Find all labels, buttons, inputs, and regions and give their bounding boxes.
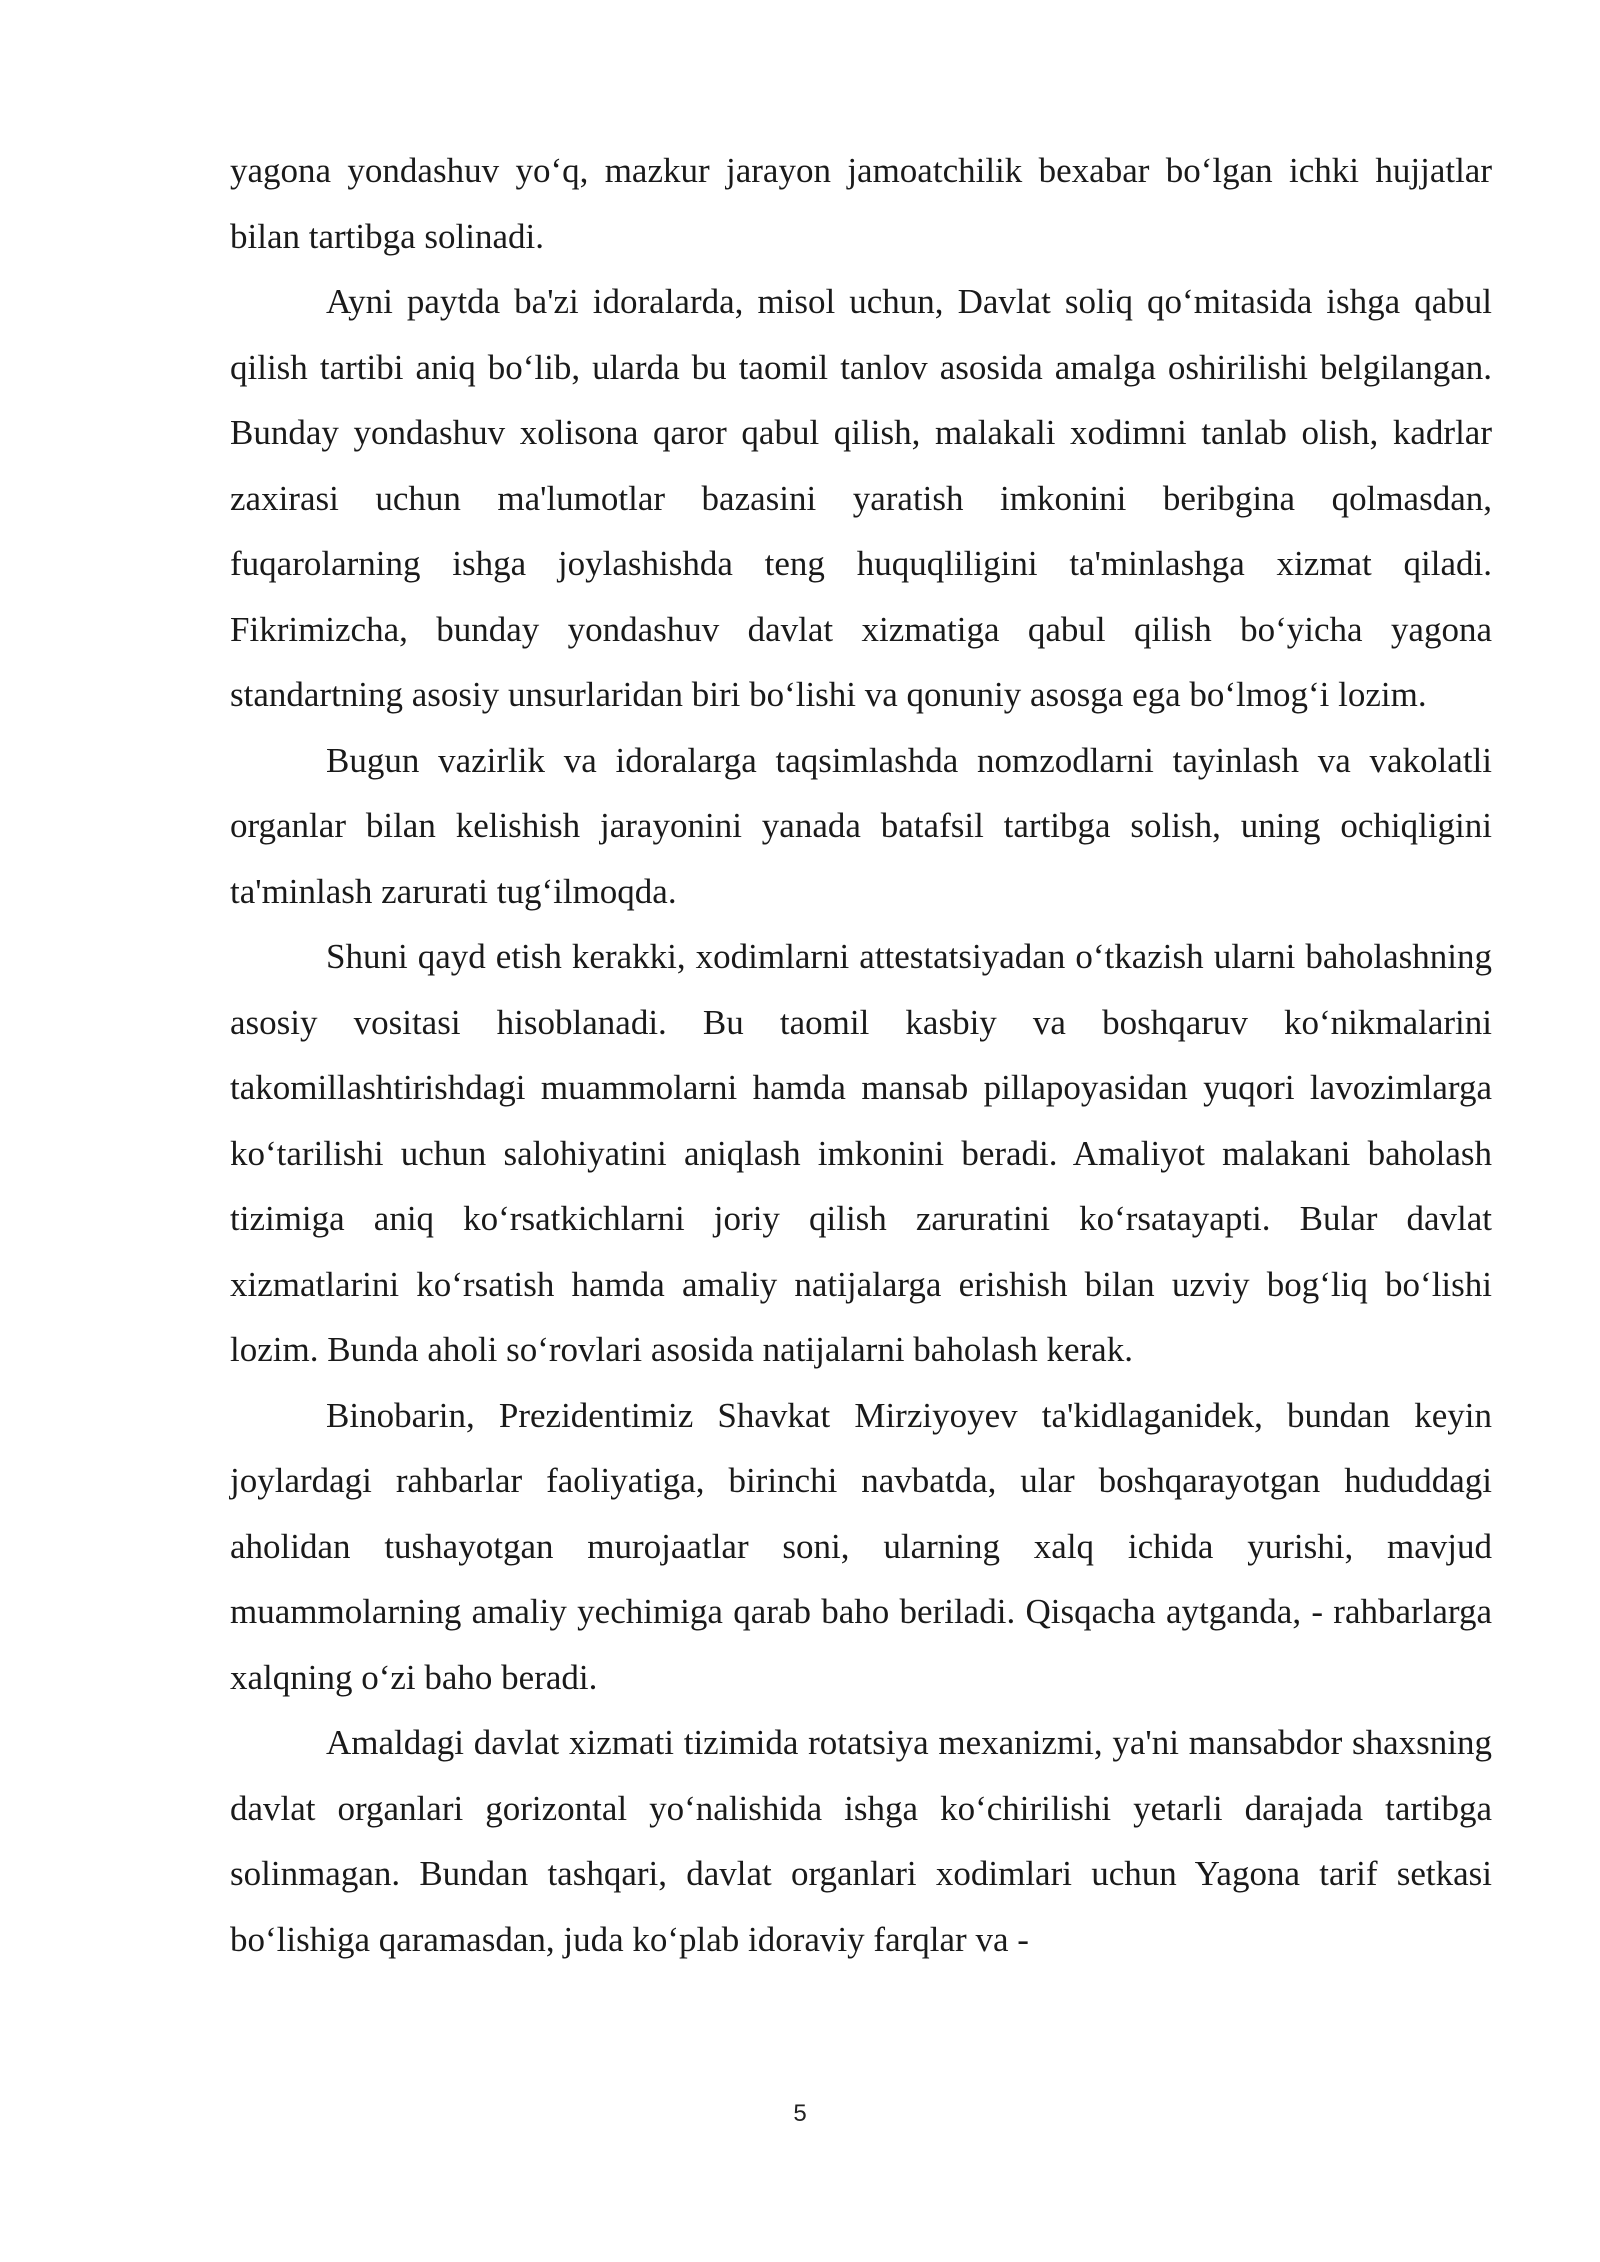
paragraph: Amaldagi davlat xizmati tizimida rotatsiya mexanizmi, ya'ni mansabdor shaxsning davlat organlari gorizontal yo‘nalishida ishga ko‘chirilishi yetarli darajada tartibga solinmagan. Bundan tashqari, davlat organlari xodimlari uchun Yagona tarif setkasi bo‘lishiga qaramasdan, juda ko‘plab idoraviy farqlar va - [230,1723,1492,1959]
paragraph-continued: yagona yondashuv yo‘q, mazkur jarayon jamoatchilik bexabar bo‘lgan ichki hujjatlar bilan tartibga solinadi. [230,151,1492,256]
paragraph: Bugun vazirlik va idoralarga taqsimlashda nomzodlarni tayinlash va vakolatli organlar bilan kelishish jarayonini yanada batafsil tartibga solish, uning ochiqligini ta'minlash zarurati tug‘ilmoqda. [230,740,1492,911]
page-number: 5 [793,2100,807,2127]
document-body [230,138,1492,1972]
paragraph: Binobarin, Prezidentimiz Shavkat Mirziyoyev ta'kidlaganidek, bundan keyin joylardagi rahbarlar faoliyatiga, birinchi navbatda, ular boshqarayotgan hududdagi aholidan tushayotgan murojaatlar soni, ularning xalq ichida yurishi, mavjud muammolarning amaliy yechimiga qarab baho beriladi. Qisqacha aytganda, - rahbarlarga xalqning o‘zi baho beradi. [230,1395,1492,1697]
paragraph: Shuni qayd etish kerakki, xodimlarni attestatsiyadan o‘tkazish ularni baholashning asosiy vositasi hisoblanadi. Bu taomil kasbiy va boshqaruv ko‘nikmalarini takomillashtirishdagi muammolarni hamda mansab pillapoyasidan yuqori lavozimlarga ko‘tarilishi uchun salohiyatini aniqlash imkonini beradi. Amaliyot malakani baholash tizimiga aniq ko‘rsatkichlarni joriy qilish zaruratini ko‘rsatayapti. Bular davlat xizmatlarini ko‘rsatish hamda amaliy natijalarga erishish bilan uzviy bog‘liq bo‘lishi lozim. Bunda aholi so‘rovlari asosida natijalarni baholash kerak. [230,937,1492,1369]
paragraph: Ayni paytda ba'zi idoralarda, misol uchun, Davlat soliq qo‘mitasida ishga qabul qilish tartibi aniq bo‘lib, ularda bu taomil tanlov asosida amalga oshirilishi belgilangan. Bunday yondashuv xolisona qaror qabul qilish, malakali xodimni tanlab olish, kadrlar zaxirasi uchun ma'lumotlar bazasini yaratish imkonini beribgina qolmasdan, fuqarolarning ishga joylashishda teng huquqliligini ta'minlashga xizmat qiladi. Fikrimizcha, bunday yondashuv davlat xizmatiga qabul qilish bo‘yicha yagona standartning asosiy unsurlaridan biri bo‘lishi va qonuniy asosga ega bo‘lmog‘i lozim. [230,282,1492,714]
